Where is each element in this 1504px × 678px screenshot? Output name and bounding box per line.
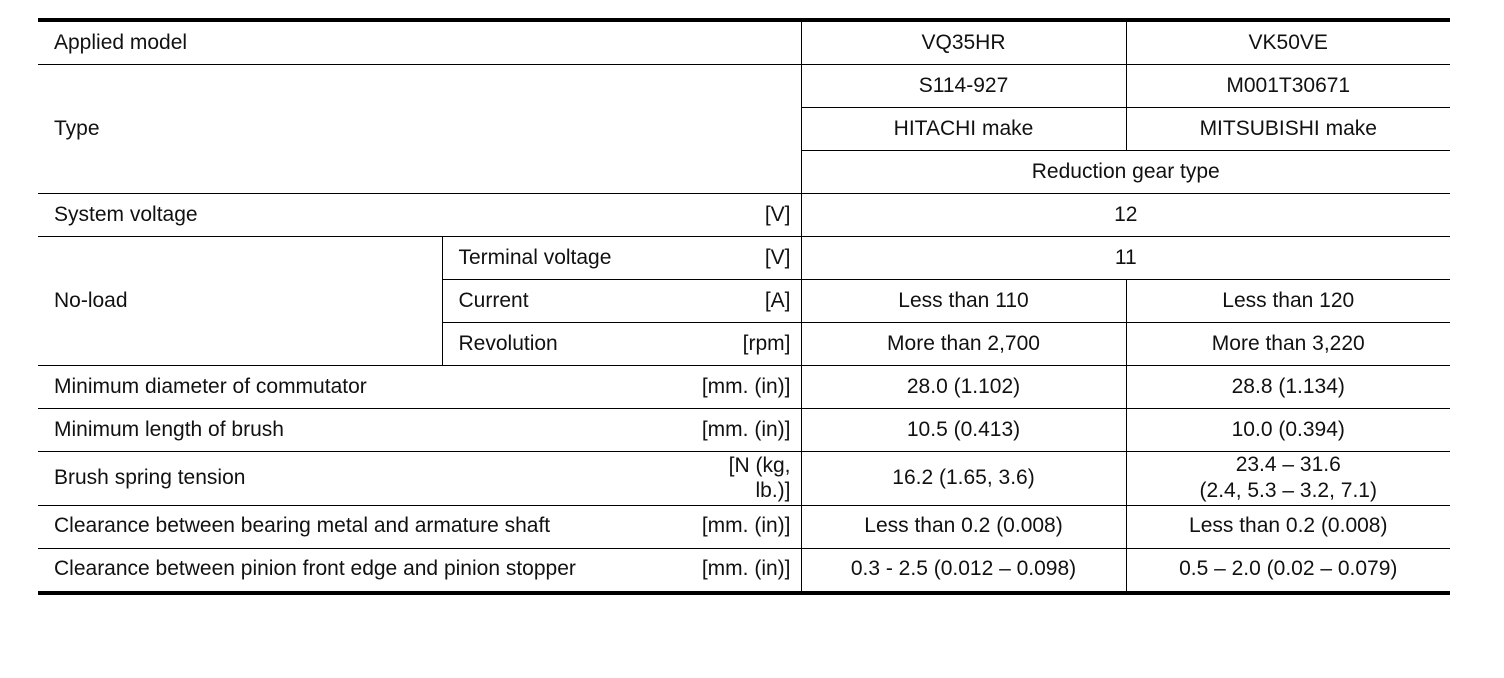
table-row-system-voltage [38, 194, 1450, 237]
revolution-value-vk50ve: More than 3,220 [1126, 323, 1450, 366]
applied-model-label: Applied model [38, 20, 801, 65]
brush-spring-value-vq35hr: 16.2 (1.65, 3.6) [801, 452, 1126, 506]
commutator-unit: [mm. (in)] [701, 374, 791, 398]
brush-length-unit: [mm. (in)] [701, 417, 791, 441]
part-number-vq35hr: S114-927 [801, 65, 1126, 108]
type-label: Type [38, 65, 801, 194]
brush-length-label: Minimum length of brush [54, 417, 284, 441]
starter-motor-spec-table [38, 18, 1450, 595]
terminal-voltage-unit: [V] [764, 245, 791, 269]
part-number-vk50ve: M001T30671 [1126, 65, 1450, 108]
pinion-clearance-value-vq35hr: 0.3 - 2.5 (0.012 – 0.098) [801, 548, 1126, 593]
commutator-value-vk50ve: 28.8 (1.134) [1126, 366, 1450, 409]
current-label: Current [458, 288, 529, 312]
maker-vq35hr: HITACHI make [801, 108, 1126, 151]
current-unit: [A] [764, 288, 791, 312]
system-voltage-label: System voltage [54, 202, 198, 226]
bearing-clearance-value-vk50ve: Less than 0.2 (0.008) [1126, 505, 1450, 548]
current-value-vq35hr: Less than 110 [801, 280, 1126, 323]
table-row-brush-spring-tension [38, 452, 1450, 506]
brush-spring-value-vk50ve [1126, 452, 1450, 506]
table-row-type-part-number [38, 65, 1450, 108]
gear-type-value: Reduction gear type [801, 151, 1450, 194]
revolution-label: Revolution [458, 331, 558, 355]
revolution-unit: [rpm] [742, 331, 791, 355]
table-row-applied-model [38, 20, 1450, 65]
commutator-value-vq35hr: 28.0 (1.102) [801, 366, 1126, 409]
brush-spring-unit-line2: lb.)] [755, 479, 791, 503]
brush-spring-value-vk50ve-line1: 23.4 – 31.6 [1235, 453, 1341, 476]
pinion-clearance-label: Clearance between pinion front edge and pinion stopper [54, 557, 576, 581]
brush-spring-label: Brush spring tension [54, 465, 246, 489]
brush-spring-unit [729, 453, 791, 503]
current-value-vk50ve: Less than 120 [1126, 280, 1450, 323]
pinion-clearance-value-vk50ve: 0.5 – 2.0 (0.02 – 0.079) [1126, 548, 1450, 593]
bearing-clearance-unit: [mm. (in)] [701, 514, 791, 538]
brush-spring-unit-line1: [N (kg, [728, 454, 791, 478]
table-row-pinion-clearance [38, 548, 1450, 593]
table-row-bearing-clearance [38, 505, 1450, 548]
brush-spring-value-vk50ve-line2: (2.4, 5.3 – 3.2, 7.1) [1199, 479, 1377, 503]
brush-length-value-vq35hr: 10.5 (0.413) [801, 409, 1126, 452]
model-vq35hr: VQ35HR [801, 20, 1126, 65]
brush-length-value-vk50ve: 10.0 (0.394) [1126, 409, 1450, 452]
commutator-label: Minimum diameter of commutator [54, 374, 367, 398]
terminal-voltage-value: 11 [801, 237, 1450, 280]
pinion-clearance-unit: [mm. (in)] [701, 557, 791, 581]
revolution-value-vq35hr: More than 2,700 [801, 323, 1126, 366]
no-load-label: No-load [38, 237, 442, 366]
table-row-brush-length [38, 409, 1450, 452]
terminal-voltage-label: Terminal voltage [458, 245, 612, 269]
system-voltage-unit: [V] [764, 202, 791, 226]
table-row-commutator-diameter [38, 366, 1450, 409]
maker-vk50ve: MITSUBISHI make [1126, 108, 1450, 151]
bearing-clearance-value-vq35hr: Less than 0.2 (0.008) [801, 505, 1126, 548]
table-row-terminal-voltage [38, 237, 1450, 280]
system-voltage-value: 12 [801, 194, 1450, 237]
model-vk50ve: VK50VE [1126, 20, 1450, 65]
bearing-clearance-label: Clearance between bearing metal and armature shaft [54, 514, 551, 538]
